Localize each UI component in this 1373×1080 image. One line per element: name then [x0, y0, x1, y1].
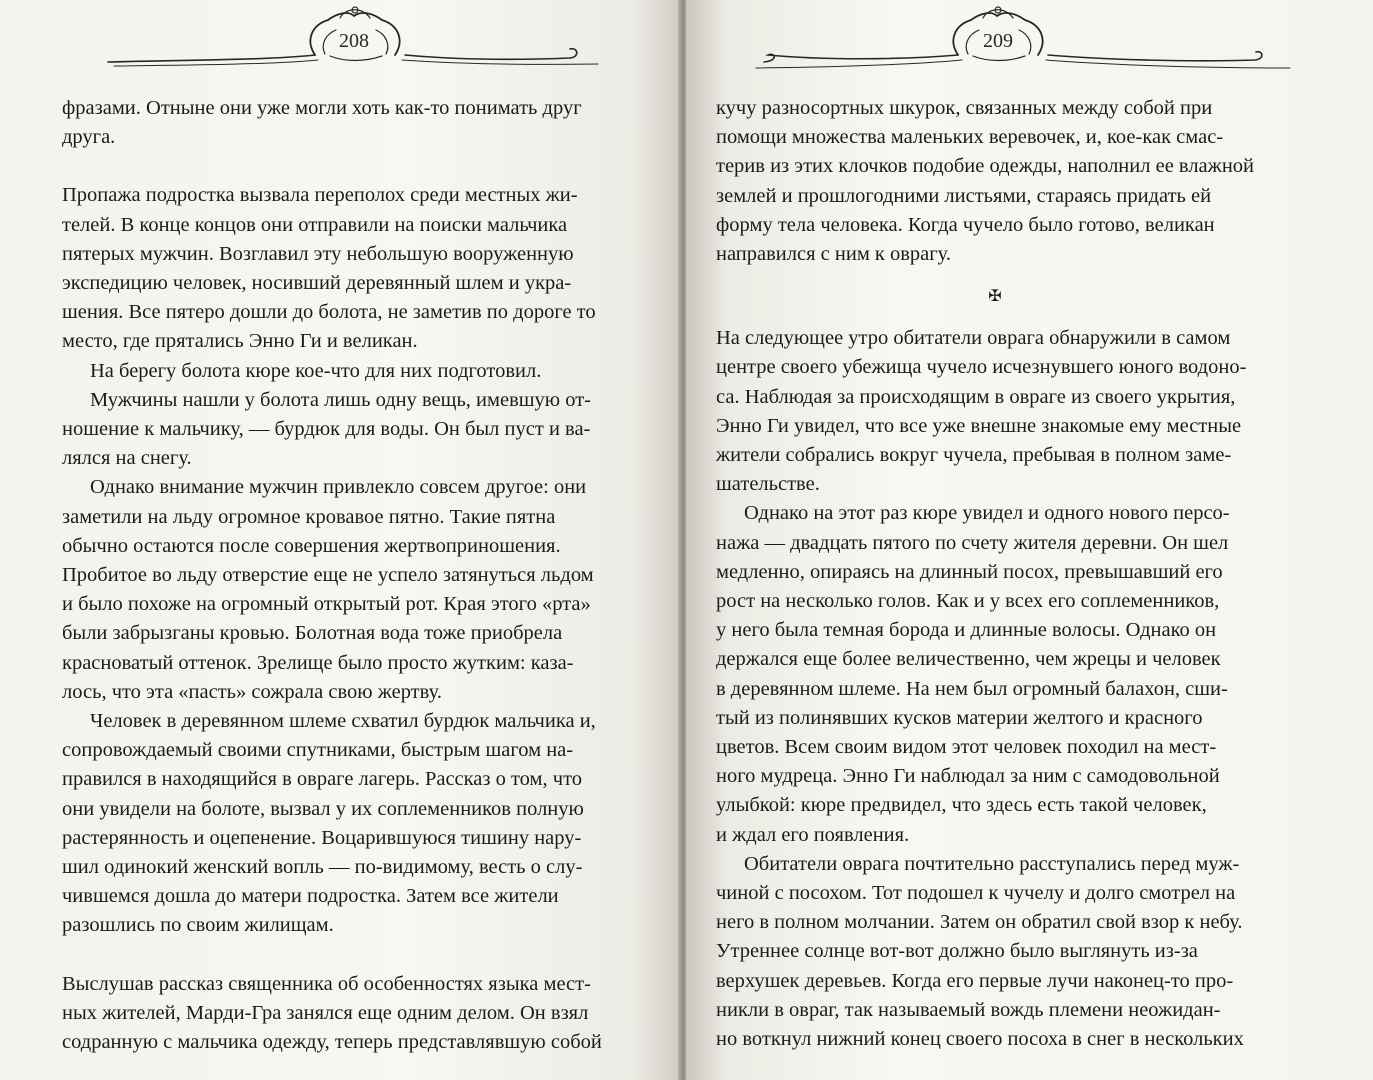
- text-line: жители собрались вокруг чучела, пребывая в полном заме-: [716, 444, 1232, 467]
- text-line: ных жителей, Марди-Гра занялся еще одним делом. Он взял: [62, 1001, 589, 1024]
- text-line: Однако внимание мужчин привлекло совсем другое: они: [90, 476, 587, 499]
- text-line: цветов. Всем своим видом этот человек походил на мест-: [716, 736, 1217, 759]
- text-line: держался еще более величественно, чем жрецы и человек: [716, 648, 1221, 671]
- text-line: землей и прошлогодними листьями, стараясь придать ей: [716, 184, 1212, 207]
- text-line: никли в овраг, так называемый вождь племени неожидан-: [716, 998, 1221, 1021]
- text-line: чившемся дошла до матери подростка. Затем все жители: [62, 885, 559, 908]
- text-line: Обитатели оврага почтительно расступались перед муж-: [744, 852, 1240, 875]
- text-line: лялся на снегу.: [62, 447, 192, 470]
- text-line: ного мудреца. Энно Ги наблюдал за ним с самодовольной: [716, 765, 1220, 788]
- text-line: и было похоже на огромный открытый рот. Края этого «рта»: [62, 593, 591, 616]
- text-line: сопровождаемый своими спутниками, быстрым шагом на-: [62, 739, 574, 762]
- text-line: содранную с мальчика одежду, теперь представлявшую собой: [62, 1031, 602, 1054]
- text-line: лось, что эта «пасть» сожрала свою жертву.: [62, 680, 442, 703]
- text-line: него в полном молчании. Затем он обратил свой взор к небу.: [716, 911, 1243, 934]
- text-line: но воткнул нижний конец своего посоха в снег в нескольких: [716, 1028, 1244, 1051]
- text-line: помощи множества маленьких веревочек, и, кое-как смас-: [716, 126, 1224, 149]
- text-line: экспедицию человек, носивший деревянный шлем и укра-: [62, 272, 572, 295]
- text-line: верхушек деревьев. Когда его первые лучи наконец-то про-: [716, 969, 1234, 992]
- text-line: шения. Все пятеро дошли до болота, не заметив по дороге то: [62, 301, 596, 324]
- text-line: пятерых мужчин. Возглавил эту небольшую вооруженную: [62, 242, 574, 265]
- text-line: Энно Ги увидел, что все уже внешне знакомые ему местные: [716, 414, 1242, 437]
- text-line: са. Наблюдая за происходящим в овраге из своего укрытия,: [716, 385, 1236, 408]
- text-line: улыбкой: кюре предвидел, что здесь есть такой человек,: [716, 794, 1207, 817]
- text-line: были забрызганы кровью. Болотная вода тоже приобрела: [62, 622, 563, 645]
- text-line: красноватый оттенок. Зрелище было просто жутким: каза-: [62, 651, 574, 674]
- text-line: шательстве.: [716, 473, 820, 496]
- text-line: чиной с посохом. Тот подошел к чучелу и долго смотрел на: [716, 882, 1236, 905]
- text-line: телей. В конце концов они отправили на поиски мальчика: [62, 213, 568, 236]
- text-line: растерянность и оцепенение. Воцарившуюся тишину нару-: [62, 826, 582, 849]
- right-page-text: [716, 94, 1306, 1054]
- text-line: в деревянном шлеме. На нем был огромный балахон, сши-: [716, 677, 1228, 700]
- page-number-left: 208: [339, 30, 369, 52]
- text-line: место, где прятались Энно Ги и великан.: [62, 330, 418, 353]
- text-line: фразами. Отныне они уже могли хоть как-то понимать друг: [62, 97, 582, 119]
- text-line: Человек в деревянном шлеме схватил бурдюк мальчика и,: [90, 710, 596, 733]
- text-line: у него была темная борода и длинные волосы. Однако он: [716, 619, 1217, 642]
- text-line: На следующее утро обитатели оврага обнаружили в самом: [716, 327, 1231, 350]
- text-line: форму тела человека. Когда чучело было готово, великан: [716, 213, 1215, 236]
- text-line: центре своего убежища чучело исчезнувшего юного водоно-: [716, 356, 1247, 379]
- text-line: нажа — двадцать пятого по счету жителя деревни. Он шел: [716, 531, 1229, 554]
- text-line: шил одинокий женский вопль — по-видимому, весть о слу-: [62, 856, 583, 879]
- text-line: заметили на льду огромное кровавое пятно. Такие пятна: [62, 505, 556, 528]
- left-page: [0, 0, 680, 1080]
- text-line: тый из полинявших кусков материи желтого и красного: [716, 706, 1203, 729]
- text-line: терив из этих клочков подобие одежды, наполнил ее влажной: [716, 155, 1255, 178]
- text-line: Утреннее солнце вот-вот должно было выглянуть из-за: [716, 940, 1198, 963]
- header-ornament-right: [750, 0, 1310, 90]
- text-line: друга.: [62, 126, 116, 149]
- text-line: Пробитое во льду отверстие еще не успело затянуться льдом: [62, 564, 594, 587]
- text-line: Пропажа подростка вызвала переполох среди местных жи-: [62, 184, 578, 207]
- text-line: На берегу болота кюре кое-что для них подготовил.: [90, 359, 542, 382]
- text-line: направился с ним к оврагу.: [716, 243, 952, 266]
- text-line: рост на несколько голов. Как и у всех его соплеменников,: [716, 590, 1220, 613]
- text-line: разошлись по своим жилищам.: [62, 914, 334, 937]
- text-line: Мужчины нашли у болота лишь одну вещь, имевшую от-: [90, 388, 592, 411]
- text-line: медленно, опираясь на длинный посох, превышавший его: [716, 560, 1223, 583]
- text-line: они увидели на болоте, вызвал у их соплеменников полную: [62, 797, 584, 820]
- right-page-header: [750, 0, 1310, 90]
- left-page-text: [62, 94, 642, 1057]
- text-line: Однако на этот раз кюре увидел и одного нового персо-: [744, 502, 1230, 525]
- section-break-cross-icon: ✠: [988, 288, 1002, 306]
- text-line: кучу разносортных шкурок, связанных между собой при: [716, 97, 1213, 119]
- page-number-right: 209: [983, 30, 1013, 52]
- text-line: Выслушав рассказ священника об особенностях языка мест-: [62, 972, 591, 995]
- text-line: обычно остаются после совершения жертвоприношения.: [62, 534, 561, 557]
- left-page-header: [100, 0, 620, 90]
- text-line: ношение к мальчику, — бурдюк для воды. Он был пуст и ва-: [62, 418, 591, 441]
- text-line: правился в находящийся в овраге лагерь. Рассказ о том, что: [62, 768, 583, 791]
- right-page: [686, 0, 1373, 1080]
- text-line: и ждал его появления.: [716, 823, 910, 846]
